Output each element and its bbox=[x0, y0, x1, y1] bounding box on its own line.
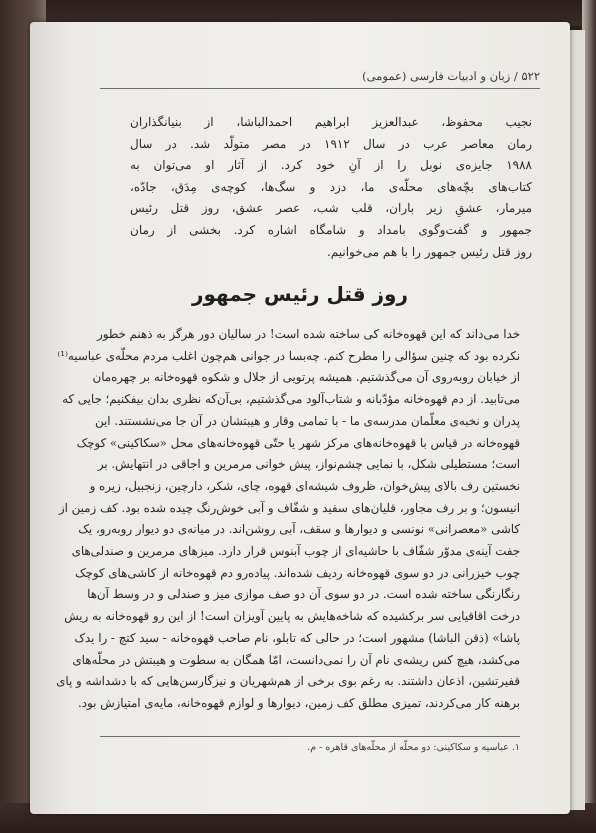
body-line: پدران و نخبه‌ی معلّمان مدرسه‌ی ما - با تمامی وقار و هیبتشان در آن جا می‌نشستند. این bbox=[95, 413, 520, 428]
body-line: جفت آینه‌ی مدوّر شفّاف با حاشیه‌ای از چوب آبنوس قرار دارد. میزهای مرمرین و صندلی‌های bbox=[71, 544, 520, 559]
body-line: قفیرتشین، اذعان داشتند. به رغم بوی برخی از هم‌شهریان و نیزگارسن‌هایی که با دشداشه و پای bbox=[56, 674, 520, 689]
running-head: ۵۲۲ / زبان و ادبیات فارسی (عمومی) bbox=[362, 69, 540, 83]
body-line: پاشا» (ذقن الباشا) مشهور است؛ در حالی که تابلو، نام صاحب قهوه‌خانه - سید کتچ - را یدک bbox=[74, 630, 520, 645]
body-text bbox=[56, 324, 520, 715]
bio-line: رمان معاصر عرب در سال ۱۹۱۲ در مصر متولّد شد. در سال bbox=[130, 136, 533, 151]
body-line: رنگارنگی ساخته شده است. در دو سوی آن دو صف موازی میز و صندلی و در وسط آن‌ها bbox=[87, 587, 520, 602]
bio-line: نجیب محفوظ، عبدالعزیز ابراهیم احمدالباشا، از بنیانگذاران bbox=[130, 115, 532, 129]
bio-line: کتاب‌های بچّه‌های محلّه‌ی ما، دزد و سگ‌ها، کوچه‌ی مِدَق، جادّه، bbox=[130, 179, 532, 194]
body-line: قهوه‌خانه در قیاس با قهوه‌خانه‌های مرکز شهر یا حتّی قهوه‌خانه‌های محل «سکاکینی» کوچک bbox=[76, 435, 520, 450]
bio-line: ۱۹۸۸ جایزه‌ی نوبل را از آنِ خود کرد. از آثار او می‌توان به bbox=[130, 158, 532, 173]
body-line: می‌کشد، هیچ کس ریشه‌ی نام آن را نمی‌دانست، امّا همگان به سطوت و هیبتش در محلّه‌های bbox=[72, 652, 520, 667]
footnote-rule bbox=[100, 736, 520, 737]
bio-line: میرمار، عشقِ زیر باران، قلب شب، عصر عشق، روز قتل رئیس bbox=[130, 201, 532, 216]
body-line: خدا می‌داند که این قهوه‌خانه کی ساخته شده است! در سالیان دور هرگز به ذهنم خطور bbox=[97, 327, 520, 341]
bio-line: روز قتل رئیس جمهور را با هم می‌خوانیم. bbox=[326, 244, 532, 259]
body-line: انیسون؛ و بر رف مجاور، قلیان‌های سفید و شفّاف و آبی خوش‌رنگ چیده شده بود. کف زمین از bbox=[58, 500, 520, 515]
header-rule bbox=[100, 88, 540, 89]
body-line: است؛ مستطیلی شکل، با نمایی چشم‌نواز، پیش خوانی مرمرین و اجاقی در انتهایش. بر bbox=[97, 457, 520, 472]
body-line: می‌تابید. از دم قهوه‌خانه مؤدّبانه و شتاب‌آلود می‌گذشتیم، بی‌آن‌که نظری بدان بیفکنیم؛ جایی که bbox=[62, 392, 520, 407]
body-line: نخستین رف بالای پیش‌خوان، ظروف شیشه‌ای قهوه، چای، شکر، دارچین، زنجبیل، زیره و bbox=[89, 478, 520, 493]
body-line: از خیابان روبه‌روی آن می‌گذشتیم. همیشه پرتویی از جلال و شکوه قهوه‌خانه بر چهره‌مان bbox=[92, 370, 520, 385]
body-line: کاشی «معصرانی» نونسی و دیوارها و سقف، آبی روشن‌اند. در میانه‌ی دو دیوار روبه‌رو، یک bbox=[78, 522, 520, 537]
body-line: برهنه کار می‌کردند، تمیزی مطلق کف زمین، دیوارها و لوازم قهوه‌خانه، مایه‌ی امتیازش بود. bbox=[78, 695, 520, 710]
body-line: چوب خیزرانی در دو سوی قهوه‌خانه ردیف شده‌اند. پیاده‌رو دم قهوه‌خانه از کاشی‌های کوچک bbox=[74, 565, 520, 580]
footnote: ۱. عباسیه و سکاکینی: دو محلّه از محلّه‌های قاهره - م. bbox=[307, 742, 520, 753]
bio-line: جمهور و گفت‌وگوی بامداد و شامگاه اشاره کرد. بخشی از رمان bbox=[130, 222, 532, 237]
body-line: نکرده بود که چنین سؤالی را مطرح کنم. چه‌بسا در جوانی هم‌چون اغلب مردم محلّه‌ی عباسیه⁽¹⁾ bbox=[57, 348, 520, 363]
chapter-title: روز قتل رئیس جمهور bbox=[192, 282, 408, 306]
body-line: درخت اقاقیایی سر برکشیده که شاخه‌هایش به پایین آویزان است! از این رو قهوه‌خانه به ریش bbox=[64, 609, 520, 624]
author-bio bbox=[130, 112, 532, 263]
